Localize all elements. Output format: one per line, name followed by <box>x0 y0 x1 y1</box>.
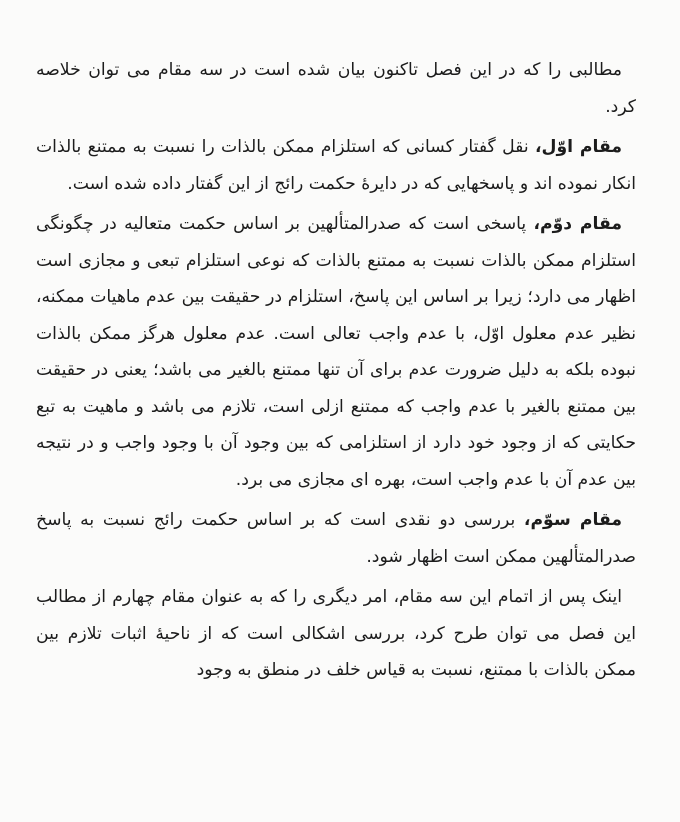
paragraph-text: بررسی دو نقدی است که بر اساس حکمت رائج نسبت به پاسخ صدرالمتألهین ممکن است اظهار شود. <box>36 510 636 567</box>
paragraph-heading: مقام سوّم، <box>523 510 622 530</box>
paragraph-fourth-stage <box>36 579 636 689</box>
paragraph-heading: مقام دوّم، <box>533 214 622 234</box>
paragraph-text: مطالبی را که در این فصل تاکنون بیان شده است در سه مقام می توان خلاصه کرد. <box>36 60 636 117</box>
paragraph-text: اینک پس از اتمام این سه مقام، امر دیگری را که به عنوان مقام چهارم از مطالب این فصل می توان طرح کرد، بررسی اشکالی است که از ناحیهٔ اثبات تلازم بین ممکن بالذات با ممتنع، نسبت به قیاس خلف در منطق به وجود <box>36 587 636 680</box>
paragraph-heading: مقام اوّل، <box>535 137 622 157</box>
paragraph-summary <box>36 52 636 125</box>
paragraph-text: پاسخی است که صدرالمتألهین بر اساس حکمت متعالیه در چگونگی استلزام ممکن بالذات نسبت به ممتنع بالذات که نوعی استلزام تبعی و مجازی است اظهار می دارد؛ زیرا بر اساس این پاسخ، استلزام در حقیقت بین عدم ماهیات ممکنه، نظیر عدم معلول اوّل، با عدم واجب تعالی است. عدم معلول هرگز ممکن بالذات نبوده بلکه به دلیل ضرورت عدم برای آن تنها ممتنع بالغیر می باشد؛ یعنی در حقیقت بین ممتنع بالغیر با عدم واجب که ممتنع ازلی است، تلازم می باشد و ماهیت به تبع حکایتی که از وجود خود دارد از استلزامی که بین وجود آن با وجود واجب و در نتیجه بین عدم آن با عدم واجب است، بهره ای مجازی می برد. <box>36 214 636 490</box>
paragraph-second-stage <box>36 206 636 498</box>
document-page <box>36 52 636 689</box>
paragraph-first-stage <box>36 129 636 202</box>
paragraph-text: نقل گفتار کسانی که استلزام ممکن بالذات را نسبت به ممتنع بالذات انکار نموده اند و پاسخهایی که در دایرهٔ حکمت رائج از این گفتار داده شده است. <box>36 137 636 194</box>
paragraph-third-stage <box>36 502 636 575</box>
